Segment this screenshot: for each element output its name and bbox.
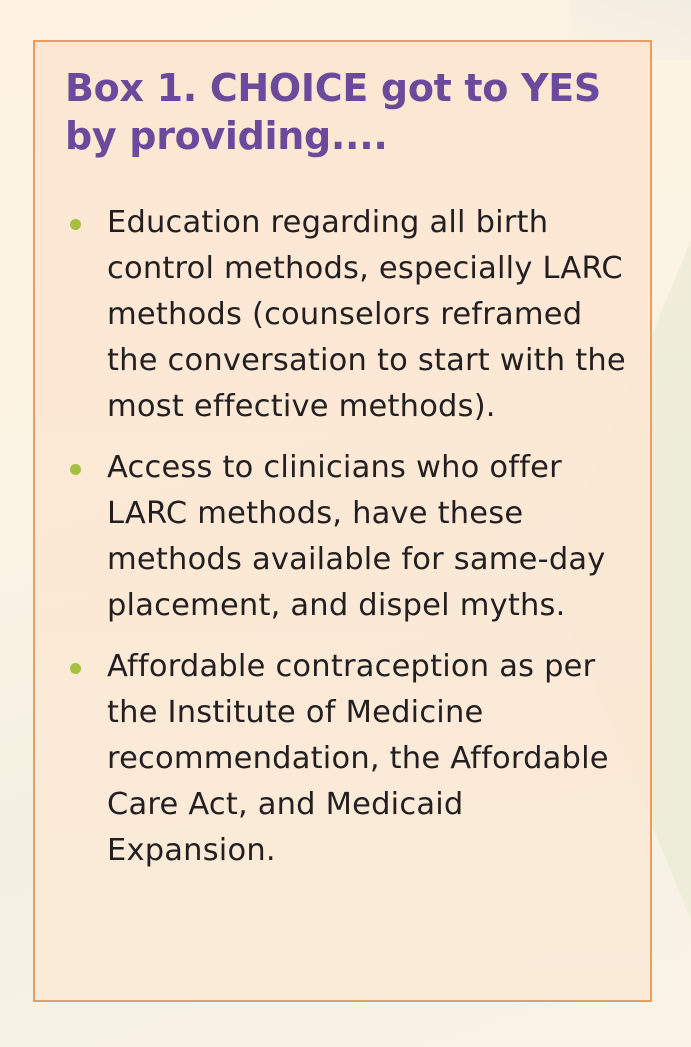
list-item-text: Access to clinicians who offer LARC methods, have these methods available for same-day placement, and dispel myths. — [107, 450, 606, 623]
bullet-dot-icon — [70, 219, 81, 230]
bullet-dot-icon — [70, 464, 81, 475]
info-box — [33, 40, 652, 1002]
list-item — [35, 644, 650, 874]
list-item — [35, 445, 650, 629]
box-title: Box 1. CHOICE got to YES by providing.... — [65, 66, 601, 158]
bullet-dot-icon — [70, 663, 81, 674]
bullet-list — [35, 200, 650, 889]
list-item-text: Affordable contraception as per the Institute of Medicine recommendation, the Affordable Care Act, and Medicaid Expansion. — [107, 649, 609, 868]
list-item — [35, 200, 650, 430]
list-item-text: Education regarding all birth control methods, especially LARC methods (counselors reframed the conversation to start with the most effective methods). — [107, 205, 626, 424]
